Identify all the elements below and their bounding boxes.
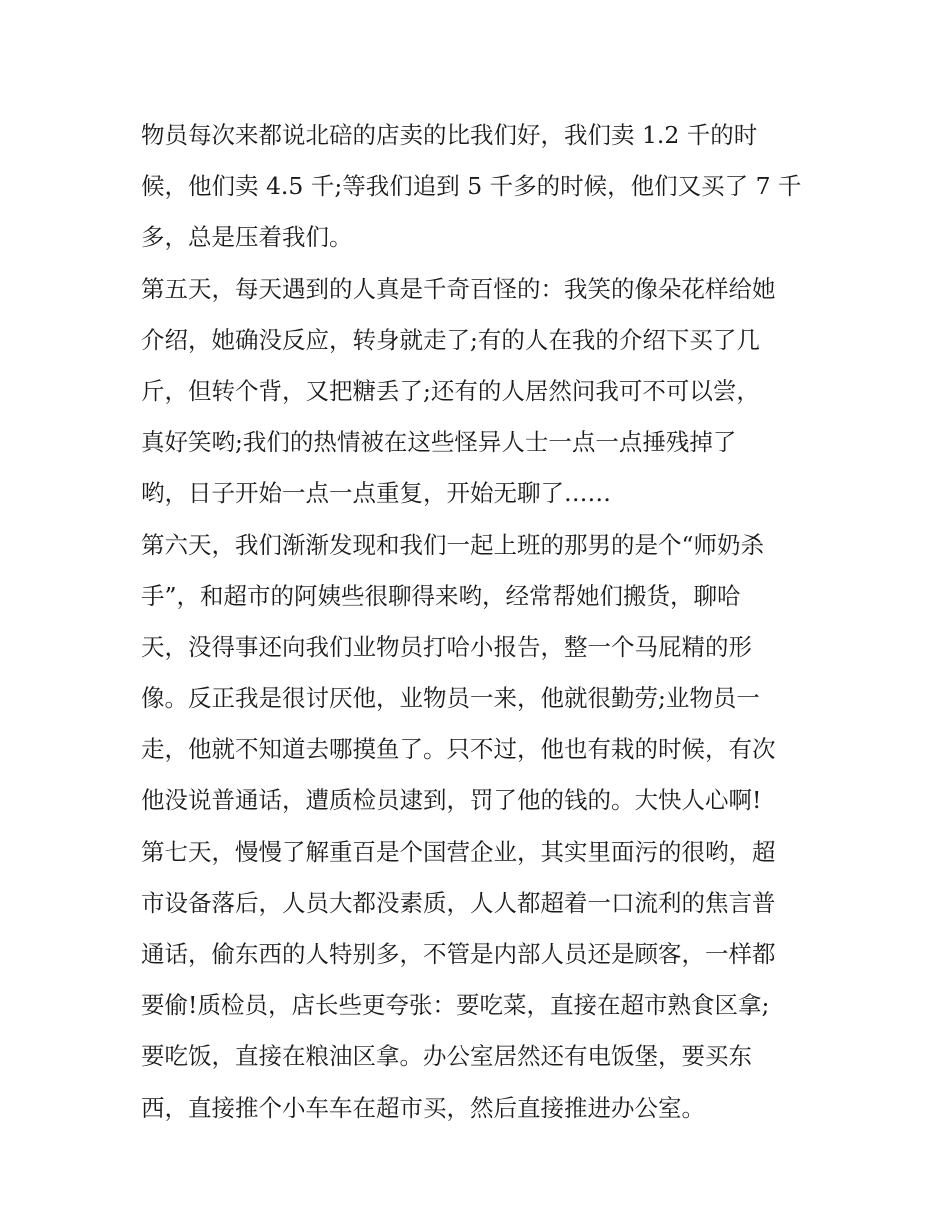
- text-line: 第七天，慢慢了解重百是个国营企业，其实里面污的很哟，超: [141, 837, 776, 866]
- text-line: 介绍，她确没反应，转身就走了;有的人在我的介绍下买了几: [141, 325, 760, 354]
- text-line: 要偷!质检员，店长些更夸张：要吃菜，直接在超市熟食区拿;: [141, 991, 770, 1020]
- text-line: 天，没得事还向我们业物员打哈小报告，整一个马屁精的形: [141, 632, 752, 661]
- text-line: 西，直接推个小车车在超市买，然后直接推进办公室。: [141, 1093, 705, 1122]
- text-line: 走，他就不知道去哪摸鱼了。只不过，他也有栽的时候，有次: [141, 735, 776, 764]
- text-line: 候，他们卖 4.5 千;等我们追到 5 千多的时候，他们又买了 7 千: [141, 172, 802, 201]
- text-line: 市设备落后，人员大都没素质，人人都超着一口流利的焦言普: [141, 888, 776, 917]
- text-line: 像。反正我是很讨厌他，业物员一来，他就很勤劳;业物员一: [141, 684, 760, 713]
- text-line: 通话，偷东西的人特别多，不管是内部人员还是顾客，一样都: [141, 940, 776, 968]
- body-text: [141, 110, 821, 1134]
- text-line: 他没说普通话，遭质检员逮到，罚了他的钱的。大快人心啊!: [141, 786, 762, 815]
- text-line: 第五天，每天遇到的人真是千奇百怪的：我笑的像朵花样给她: [141, 274, 776, 303]
- text-line: 物员每次来都说北碚的店卖的比我们好，我们卖 1.2 千的时: [141, 121, 758, 149]
- text-line: 真好笑哟;我们的热情被在这些怪异人士一点一点捶残掉了: [141, 428, 737, 457]
- text-line: 哟，日子开始一点一点重复，开始无聊了……: [141, 479, 611, 508]
- text-line: 手”，和超市的阿姨些很聊得来哟，经常帮她们搬货，聊哈: [141, 581, 741, 610]
- text-line: 斤，但转个背，又把糖丢了;还有的人居然问我可不可以尝，: [141, 376, 760, 405]
- text-line: 第六天，我们渐渐发现和我们一起上班的那男的是个“师奶杀: [141, 530, 765, 559]
- text-line: 多，总是压着我们。: [141, 223, 353, 252]
- text-line: 要吃饭，直接在粮油区拿。办公室居然还有电饭堡，要买东: [141, 1042, 752, 1071]
